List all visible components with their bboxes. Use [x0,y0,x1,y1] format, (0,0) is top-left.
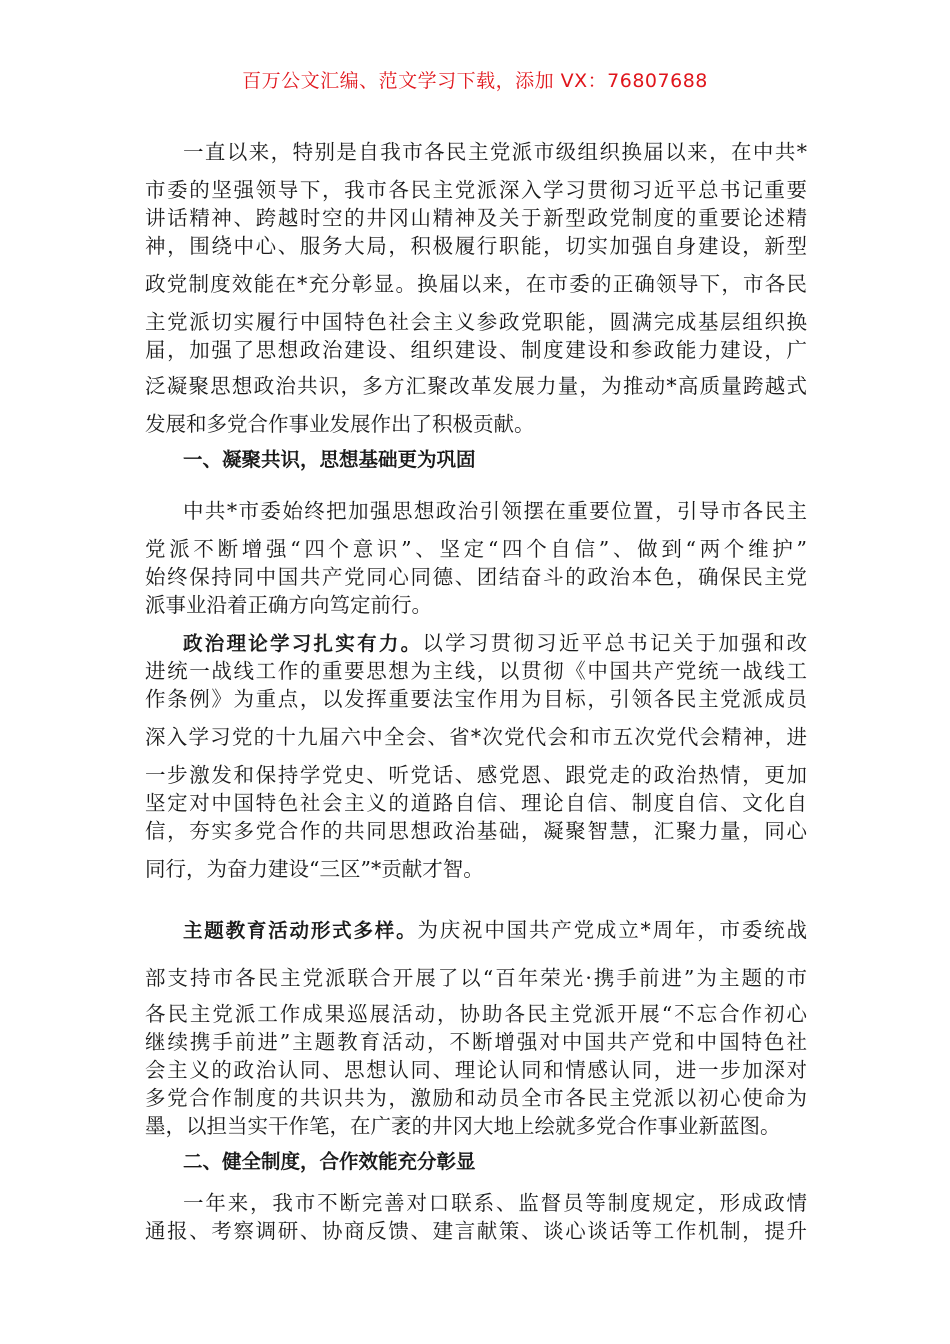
watermark-header: 百万公文汇编、范文学习下载，添加 VX：76807688 [242,70,708,92]
lead-rest: 为庆祝中国共产党成立*周年，市委统战 [417,918,807,942]
intro-line: 届，加强了思想政治建设、组织建设、制度建设和参政能力建设，广 [145,338,807,362]
paragraph-line: 始终保持同中国共产党同心同德、团结奋斗的政治本色，确保民主党 [145,565,807,589]
intro-line: 主党派切实履行中国特色社会主义参政党职能，圆满完成基层组织换 [145,310,807,334]
paragraph-line: 墨，以担当实干作笔，在广袤的井冈大地上绘就多党合作事业新蓝图。 [145,1114,781,1138]
section-heading-2: 二、健全制度，合作效能充分彰显 [183,1150,476,1173]
paragraph-line: 进统一战线工作的重要思想为主线，以贯彻《中国共产党统一战线工 [145,659,807,683]
lead-rest: 以学习贯彻习近平总书记关于加强和改 [422,631,807,655]
paragraph-line: 中共*市委始终把加强思想政治引领摆在重要位置，引导市各民主 [183,499,807,523]
paragraph-line: 多党合作制度的共识共为，激励和动员全市各民主党派以初心使命为 [145,1086,807,1110]
paragraph-line: 一年来，我市不断完善对口联系、监督员等制度规定，形成政情 [183,1191,807,1215]
paragraph-line: 部支持市各民主党派联合开展了以“百年荣光·携手前进”为主题的市 [145,966,807,990]
lead-sentence: 政治理论学习扎实有力。 [183,632,423,655]
paragraph-line: 一步激发和保持学党史、听党话、感党恩、跟党走的政治热情，更加 [145,763,807,787]
paragraph-line [183,916,807,945]
intro-line: 发展和多党合作事业发展作出了积极贡献。 [145,412,535,436]
intro-line: 市委的坚强领导下，我市各民主党派深入学习贯彻习近平总书记重要 [145,178,807,202]
paragraph-line: 党派不断增强“四个意识”、坚定“四个自信”、做到“两个维护” [145,537,807,561]
paragraph-line: 深入学习党的十九届六中全会、省*次党代会和市五次党代会精神，进 [145,725,807,749]
intro-line: 政党制度效能在*充分彰显。换届以来，在市委的正确领导下，市各民 [145,272,807,296]
paragraph-line: 作条例》为重点，以发挥重要法宝作用为目标，引领各民主党派成员 [145,687,807,711]
paragraph-line: 坚定对中国特色社会主义的道路自信、理论自信、制度自信、文化自 [145,791,807,815]
intro-line: 讲话精神、跨越时空的井冈山精神及关于新型政党制度的重要论述精 [145,206,807,230]
paragraph-line: 信，夯实多党合作的共同思想政治基础，凝聚智慧，汇聚力量，同心 [145,819,807,843]
intro-line: 泛凝聚思想政治共识，多方汇聚改革发展力量，为推动*高质量跨越式 [145,374,807,398]
paragraph-line: 会主义的政治认同、思想认同、理论认同和情感认同，进一步加深对 [145,1058,807,1082]
paragraph-line: 继续携手前进”主题教育活动，不断增强对中国共产党和中国特色社 [145,1030,807,1054]
intro-line: 一直以来，特别是自我市各民主党派市级组织换届以来，在中共* [183,140,807,164]
lead-sentence: 主题教育活动形式多样。 [183,919,418,942]
paragraph-line: 派事业沿着正确方向笃定前行。 [145,593,432,617]
paragraph-line: 各民主党派工作成果巡展活动，协助各民主党派开展“不忘合作初心 [145,1002,807,1026]
paragraph-line: 同行，为奋力建设“三区”*贡献才智。 [145,857,484,881]
intro-line: 神，围绕中心、服务大局，积极履行职能，切实加强自身建设，新型 [145,234,807,258]
paragraph-line: 通报、考察调研、协商反馈、建言献策、谈心谈话等工作机制，提升 [145,1219,807,1243]
paragraph-line [183,629,807,658]
section-heading-1: 一、凝聚共识，思想基础更为巩固 [183,448,476,471]
